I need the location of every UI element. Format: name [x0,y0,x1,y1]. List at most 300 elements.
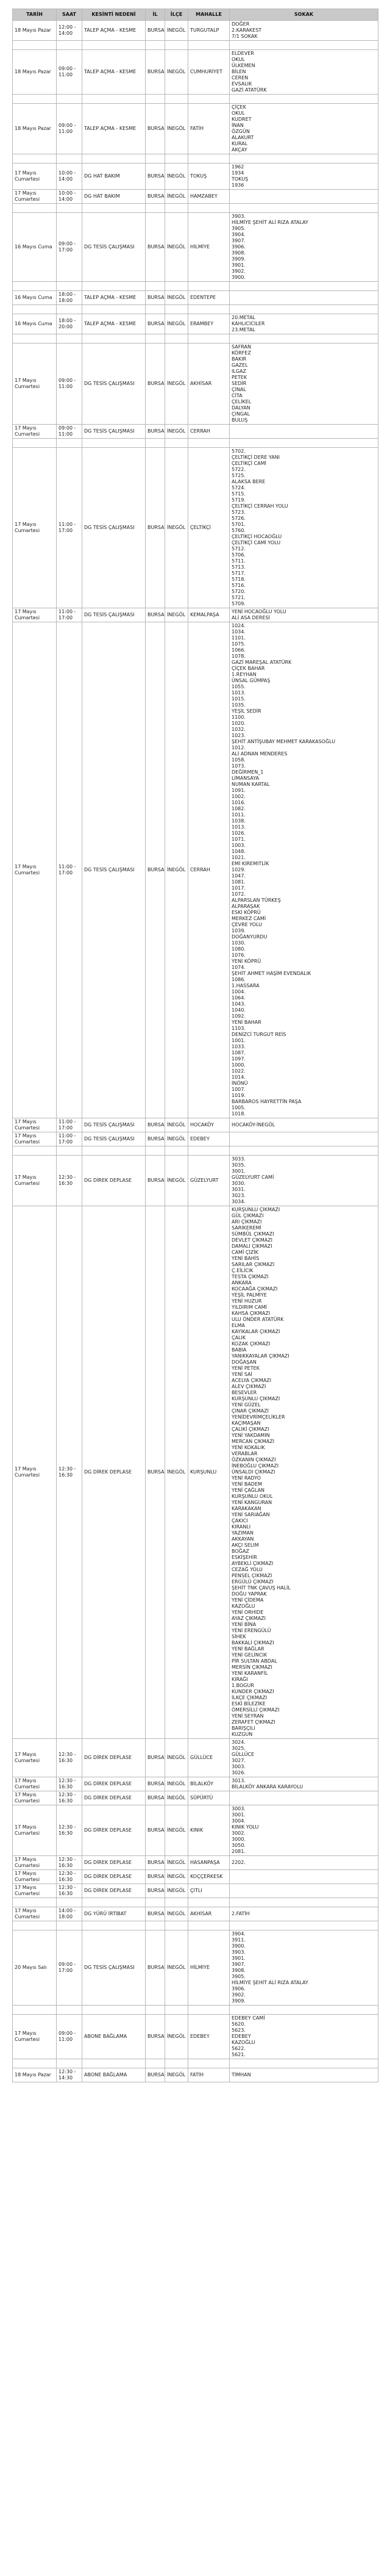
sokak-item: 1018. [232,1111,246,1117]
il-cell: BURSA [146,104,165,154]
table-row [13,2015,378,2059]
sokak-cell [230,291,378,305]
sokak-item: BARIŞÇILI [232,1725,255,1731]
header-sokak: SOKAK [230,9,378,21]
sokak-item: YENİ BAĞLAR [232,1646,265,1652]
spacer-cell [13,2059,57,2068]
sokak-item: İNAN [232,123,244,128]
sokak-cell [230,314,378,334]
spacer-cell [82,2059,146,2068]
sokak-cell [230,1856,378,1870]
il-cell: BURSA [146,425,165,439]
sokak-item: CEZAĞ YOLU [232,1567,263,1572]
spacer-cell [82,1146,146,1156]
saat-cell: 12:30 - 16:30 [57,1805,82,1856]
sokak-cell [230,164,378,190]
table-row [13,1805,378,1856]
sokak-item: 1032. [232,727,246,732]
sokak-item: YENİ HOCAOĞLU YOLU [232,609,286,614]
table-row [13,190,378,204]
tarih-cell: 17 Mayıs Cumartesi [13,1132,57,1146]
sokak-item: YENİ GÜZEL [232,1402,261,1408]
mahalle-cell: AKHİSAR [188,344,230,425]
ilce-cell: İNEGÖL [165,1870,188,1884]
il-cell: BURSA [146,1884,165,1898]
sokak-item: YENİ ÇAĞLAN [232,1488,265,1493]
mahalle-cell: CERRAH [188,622,230,1118]
sokak-item: KINIK YOLU [232,1824,259,1830]
sokak-item: ALİ ASA DERESİ [232,615,270,621]
mahalle-cell: HİLMİYE [188,1930,230,2006]
il-cell: BURSA [146,1118,165,1132]
ilce-cell: İNEGÖL [165,1132,188,1146]
sokak-item: SAFRAN [232,344,251,350]
sokak-item: BABIA [232,1347,247,1353]
mahalle-cell: HASANPAŞA [188,1856,230,1870]
spacer-cell [165,282,188,291]
ilce-cell: İNEGÖL [165,2015,188,2059]
sokak-item: ÇELTİKÇİ CAMİ YOLU [232,540,281,545]
il-cell: BURSA [146,21,165,41]
sokak-item: YEŞİL PALMİYE [232,1292,267,1298]
kesinti-nedeni-cell: DG HAT BAKIM [82,164,146,190]
spacer-row [13,1921,378,1930]
saat-cell: 11:00 - 17:00 [57,1118,82,1132]
sokak-item: ÇINAR ÇIKMAZI [232,1408,269,1414]
sokak-item: 3906. [232,244,246,250]
spacer-cell [165,154,188,164]
sokak-item: 5726. [232,516,246,521]
sokak-item: 1002. [232,794,246,799]
mahalle-cell: ERAMBEY [188,314,230,334]
sokak-item: 5718. [232,577,246,582]
sokak-item: DEVLET ÇIKMAZI [232,1237,273,1243]
ilce-cell: İNEGÖL [165,1118,188,1132]
saat-cell: 12:30 - 16:30 [57,1777,82,1791]
sokak-item: ESKİ BİLEZİKE [232,1701,266,1707]
sokak-item: ULU ÖNDER ATATÜRK [232,1317,284,1322]
kesinti-nedeni-cell: DG TESİS ÇALIŞMASI [82,608,146,622]
sokak-item: YENİ YAKDAMIN [232,1433,270,1438]
sokak-item: YENİ KÖPRÜ [232,959,261,964]
mahalle-cell: KEMALPAŞA [188,608,230,622]
tarih-cell: 17 Mayıs Cumartesi [13,1118,57,1132]
kesinti-nedeni-cell: DG TESİS ÇALIŞMASI [82,622,146,1118]
kesinti-nedeni-cell: ABONE BAĞLAMA [82,2015,146,2059]
tarih-cell: 18 Mayıs Pazar [13,104,57,154]
sokak-item: 1.HASSARA [232,983,260,988]
spacer-cell [13,305,57,314]
spacer-cell [57,95,82,104]
sokak-item: 5709. [232,601,246,606]
kesinti-nedeni-cell: DG TESİS ÇALIŞMASI [82,448,146,608]
saat-cell: 12:30 - 16:30 [57,1791,82,1805]
kesinti-nedeni-cell: DG DİREK DEPLASE [82,1156,146,1206]
saat-cell: 11:00 - 17:00 [57,448,82,608]
sokak-cell [230,1884,378,1898]
il-cell: BURSA [146,164,165,190]
sokak-item: 1043. [232,1001,246,1007]
sokak-item: 5713. [232,564,246,570]
sokak-item: BOĞAZ [232,1549,249,1554]
tarih-cell: 17 Mayıs Cumartesi [13,622,57,1118]
spacer-row [13,204,378,213]
kesinti-nedeni-cell: DG DİREK DEPLASE [82,1791,146,1805]
sokak-cell [230,104,378,154]
kesinti-nedeni-cell: DG DİREK DEPLASE [82,1739,146,1777]
sokak-item: 3902. [232,268,246,274]
il-cell: BURSA [146,213,165,282]
ilce-cell: İNEGÖL [165,1856,188,1870]
sokak-item: 3023. [232,1193,246,1198]
sokak-item: 1040. [232,1007,246,1013]
mahalle-cell: HAMZABEY [188,190,230,204]
sokak-cell [230,1777,378,1791]
sokak-item: 1017. [232,885,246,891]
sokak-item: YAZIMAN [232,1530,254,1536]
spacer-cell [165,1146,188,1156]
saat-cell: 12:30 - 16:30 [57,1870,82,1884]
sokak-item: ÇİNAL [232,387,246,392]
sokak-item: 1080. [232,946,246,952]
sokak-item: TİMHAN [232,2072,251,2078]
ilce-cell: İNEGÖL [165,1739,188,1777]
sokak-item: ELMA [232,1323,245,1328]
sokak-item: BARBAROS HAYRETTİN PAŞA [232,1099,302,1104]
tarih-cell: 17 Mayıs Cumartesi [13,1739,57,1777]
table-row [13,344,378,425]
spacer-row [13,282,378,291]
sokak-cell [230,425,378,439]
sokak-item: YENİ KOKALIK [232,1445,265,1450]
sokak-item: 3909. [232,1998,246,2004]
il-cell: BURSA [146,2068,165,2082]
mahalle-cell: KOÇÇERKESK [188,1870,230,1884]
tarih-cell: 17 Mayıs Cumartesi [13,608,57,622]
sokak-item: HOCAKÖY-İNEGÖL [232,1122,275,1128]
sokak-item: 3003. [232,1764,246,1769]
sokak-item: 1101. [232,635,246,641]
sokak-cell [230,622,378,1118]
sokak-item: ANKARA [232,1280,252,1286]
sokak-item: YENİ KANGURAN [232,1500,272,1505]
sokak-item: TOKUŞ [232,176,249,182]
sokak-item: 5716. [232,583,246,588]
il-cell: BURSA [146,50,165,95]
ilce-cell: İNEGÖL [165,344,188,425]
il-cell: BURSA [146,1791,165,1805]
mahalle-cell: BİLALKÖY [188,1777,230,1791]
sokak-cell [230,2068,378,2082]
sokak-item: 23.METAL [232,327,255,333]
saat-cell: 09:00 - 11:00 [57,425,82,439]
spacer-cell [13,2006,57,2015]
sokak-item: 3907. [232,238,246,243]
sokak-item: YENİ SEYRAN [232,1713,264,1719]
il-cell: BURSA [146,1930,165,2006]
spacer-cell [230,1146,378,1156]
ilce-cell: İNEGÖL [165,190,188,204]
sokak-item: EDEBEY [232,2034,251,2039]
sokak-item: 3904. [232,232,246,237]
sokak-item: YENİ BAHİS [232,1256,260,1261]
spacer-cell [57,1898,82,1907]
sokak-item: 3024. [232,1740,246,1745]
tarih-cell: 17 Mayıs Cumartesi [13,1884,57,1898]
il-cell: BURSA [146,1805,165,1856]
spacer-cell [188,1146,230,1156]
table-row [13,1118,378,1132]
sokak-item: 1023. [232,733,246,738]
sokak-item: YENİ BİNA [232,1622,257,1627]
spacer-cell [188,1898,230,1907]
spacer-cell [57,282,82,291]
table-row [13,1739,378,1777]
saat-cell: 12:00 - 14:00 [57,21,82,41]
mahalle-cell: FATİH [188,104,230,154]
mahalle-cell: TURGUTALP [188,21,230,41]
il-cell: BURSA [146,1739,165,1777]
spacer-row [13,2006,378,2015]
sokak-item: CİTA [232,393,243,398]
header-ilce: İLÇE [165,9,188,21]
spacer-cell [57,41,82,50]
sokak-item: KOCAAĞA ÇIKMAZI [232,1286,278,1292]
kesinti-nedeni-cell: DG DİREK DEPLASE [82,1206,146,1739]
spacer-cell [188,1921,230,1930]
sokak-item: KURŞUNLU OKUL [232,1494,273,1499]
ilce-cell: İNEGÖL [165,104,188,154]
mahalle-cell: GÜZELYURT [188,1156,230,1206]
tarih-cell: 17 Mayıs Cumartesi [13,425,57,439]
sokak-item: NUMAN KARTAL [232,782,270,787]
mahalle-cell: SÜPÜRTÜ [188,1791,230,1805]
sokak-item: 1048. [232,849,246,854]
sokak-item: 3900. [232,1943,246,1949]
sokak-cell [230,190,378,204]
spacer-cell [57,204,82,213]
table-row [13,608,378,622]
spacer-cell [13,41,57,50]
table-row [13,50,378,95]
sokak-item: 1019. [232,1093,246,1098]
kesinti-nedeni-cell: DG TESİS ÇALIŞMASI [82,1930,146,2006]
spacer-cell [188,439,230,448]
kesinti-nedeni-cell: TALEP AÇMA - KESME [82,314,146,334]
sokak-item: KURŞUNLU ÇIKMAZI [232,1207,280,1212]
sokak-item: 7/1 SOKAK [232,34,258,39]
spacer-cell [13,1921,57,1930]
spacer-cell [146,1921,165,1930]
saat-cell: 10:00 - 14:00 [57,164,82,190]
sokak-item: BULUŞ [232,417,248,423]
sokak-item: 3031. [232,1187,246,1192]
sokak-cell [230,1930,378,2006]
tarih-cell: 17 Mayıs Cumartesi [13,164,57,190]
sokak-item: 1016. [232,800,246,805]
spacer-cell [146,1898,165,1907]
sokak-item: KAZOĞLU [232,1603,255,1609]
spacer-cell [165,204,188,213]
spacer-cell [57,439,82,448]
sokak-item: 3902. [232,1992,246,1998]
spacer-cell [146,334,165,344]
sokak-item: 1064. [232,995,246,1001]
mahalle-cell: FATİH [188,2068,230,2082]
sokak-cell [230,1739,378,1777]
mahalle-cell: HOCAKÖY [188,1118,230,1132]
sokak-item: 1066. [232,647,246,653]
spacer-cell [82,95,146,104]
il-cell: BURSA [146,608,165,622]
il-cell: BURSA [146,291,165,305]
sokak-item: 5711. [232,558,246,564]
mahalle-cell: KINIK [188,1805,230,1856]
sokak-item: SEDİR [232,381,247,386]
table-row [13,1777,378,1791]
sokak-item: GÜZELYURT CAMİ [232,1175,274,1180]
table-row [13,104,378,154]
sokak-item: KAZOĞLU [232,2040,255,2045]
spacer-cell [82,1921,146,1930]
sokak-item: 3906. [232,1986,246,1991]
spacer-cell [230,1898,378,1907]
mahalle-cell: ÇELTİKÇİ [188,448,230,608]
table-row [13,1156,378,1206]
sokak-item: ÖZGÜN [232,129,250,134]
sokak-item: ÇİÇEK [232,104,246,110]
sokak-item: 1073. [232,763,246,769]
saat-cell: 09:00 - 11:00 [57,344,82,425]
sokak-item: CAMİ ÇİZİK [232,1250,258,1255]
sokak-item: BİLALKÖY ANKARA KARAYOLU [232,1784,304,1790]
sokak-item: GÜL ÇIKMAZI [232,1213,264,1218]
sokak-item: 1015. [232,696,246,702]
table-row [13,622,378,1118]
sokak-item: BAKIR [232,356,247,362]
sokak-item: KURAL [232,141,248,146]
saat-cell: 09:00 - 17:00 [57,213,82,282]
saat-cell: 09:00 - 11:00 [57,50,82,95]
sokak-item: 1097. [232,1056,246,1062]
il-cell: BURSA [146,622,165,1118]
sokak-item: 3907. [232,1962,246,1967]
spacer-cell [82,154,146,164]
tarih-cell: 20 Mayıs Salı [13,1930,57,2006]
sokak-item: 1934 [232,170,244,176]
sokak-item: KAYIKALAR ÇIKMAZI [232,1329,280,1334]
tarih-cell: 17 Mayıs Cumartesi [13,448,57,608]
sokak-item: 1092. [232,1013,246,1019]
ilce-cell: İNEGÖL [165,448,188,608]
spacer-cell [13,154,57,164]
sokak-cell [230,608,378,622]
sokak-item: 1030. [232,940,246,946]
sokak-item: ÇEVRE YOLU [232,922,262,927]
tarih-cell: 17 Mayıs Cumartesi [13,1856,57,1870]
table-row [13,213,378,282]
sokak-item: 5725. [232,473,246,478]
table-body [13,21,378,2082]
sokak-item: 5622. [232,2046,246,2051]
ilce-cell: İNEGÖL [165,314,188,334]
spacer-cell [57,2059,82,2068]
sokak-item: BAKKALİ ÇIKMAZI [232,1640,274,1646]
sokak-item: EMİ KIREMITLİK [232,861,269,866]
sokak-item: 1078. [232,653,246,659]
sokak-item: 5701. [232,522,246,527]
saat-cell: 18:00 - 18:00 [57,291,82,305]
spacer-cell [230,439,378,448]
table-row [13,1907,378,1921]
ilce-cell: İNEGÖL [165,1907,188,1921]
spacer-row [13,2059,378,2068]
spacer-cell [165,439,188,448]
sokak-item: YILDIRIM CAMİ [232,1304,267,1310]
sokak-item: 3033. [232,1156,246,1162]
sokak-item: 1936 [232,182,244,188]
spacer-cell [188,2006,230,2015]
sokak-item: 5724. [232,485,246,491]
sokak-item: BİLEN [232,69,246,74]
sokak-item: YEŞİL SEDİR [232,708,261,714]
sokak-item: 3905. [232,1974,246,1979]
sokak-item: KUNDER ÇIKMAZI [232,1689,274,1694]
sokak-item: İNÖNÜ [232,1081,248,1086]
spacer-cell [82,41,146,50]
ilce-cell: İNEGÖL [165,1777,188,1791]
spacer-cell [230,41,378,50]
sokak-item: MERCAN ÇIKMAZI [232,1439,275,1444]
mahalle-cell: TOKUŞ [188,164,230,190]
saat-cell: 12:30 - 16:30 [57,1856,82,1870]
sokak-item: 1082. [232,806,246,811]
sokak-item: ELDEVER [232,51,254,56]
sokak-item: 3911. [232,1937,246,1943]
spacer-cell [13,95,57,104]
kesinti-nedeni-cell: DG TESİS ÇALIŞMASI [82,1118,146,1132]
sokak-cell [230,21,378,41]
sokak-item: YENİ RADYO [232,1475,261,1481]
spacer-cell [146,2059,165,2068]
sokak-item: 3050. [232,1843,246,1848]
mahalle-cell: EDENTEPE [188,291,230,305]
sokak-item: AKKAYAN [232,1536,254,1542]
tarih-cell: 17 Mayıs Cumartesi [13,1805,57,1856]
sokak-item: 1033. [232,1044,246,1049]
sokak-item: YENİ ERENGÜLÜ [232,1628,271,1633]
sokak-item: KIRANLI [232,1524,251,1530]
sokak-item: 2202. [232,1860,246,1865]
header-il: İL [146,9,165,21]
mahalle-cell: EDEBEY [188,1132,230,1146]
sokak-item: DAMALI ÇIKMAZI [232,1243,272,1249]
sokak-item: 3025. [232,1746,246,1751]
il-cell: BURSA [146,2015,165,2059]
sokak-item: SÜMBÜL ÇIKMAZI [232,1231,274,1237]
sokak-item: EDEBEY CAMİ [232,2015,265,2021]
spacer-cell [57,1146,82,1156]
tarih-cell: 17 Mayıs Cumartesi [13,190,57,204]
sokak-item: DALYAN [232,405,250,411]
ilce-cell: İNEGÖL [165,21,188,41]
sokak-item: YENİ SAİ [232,1372,252,1377]
sokak-item: OKUL [232,57,245,62]
kesinti-nedeni-cell: DG DİREK DEPLASE [82,1884,146,1898]
sokak-item: 5620. [232,2021,246,2027]
sokak-item: 1034. [232,629,246,635]
table-row [13,425,378,439]
